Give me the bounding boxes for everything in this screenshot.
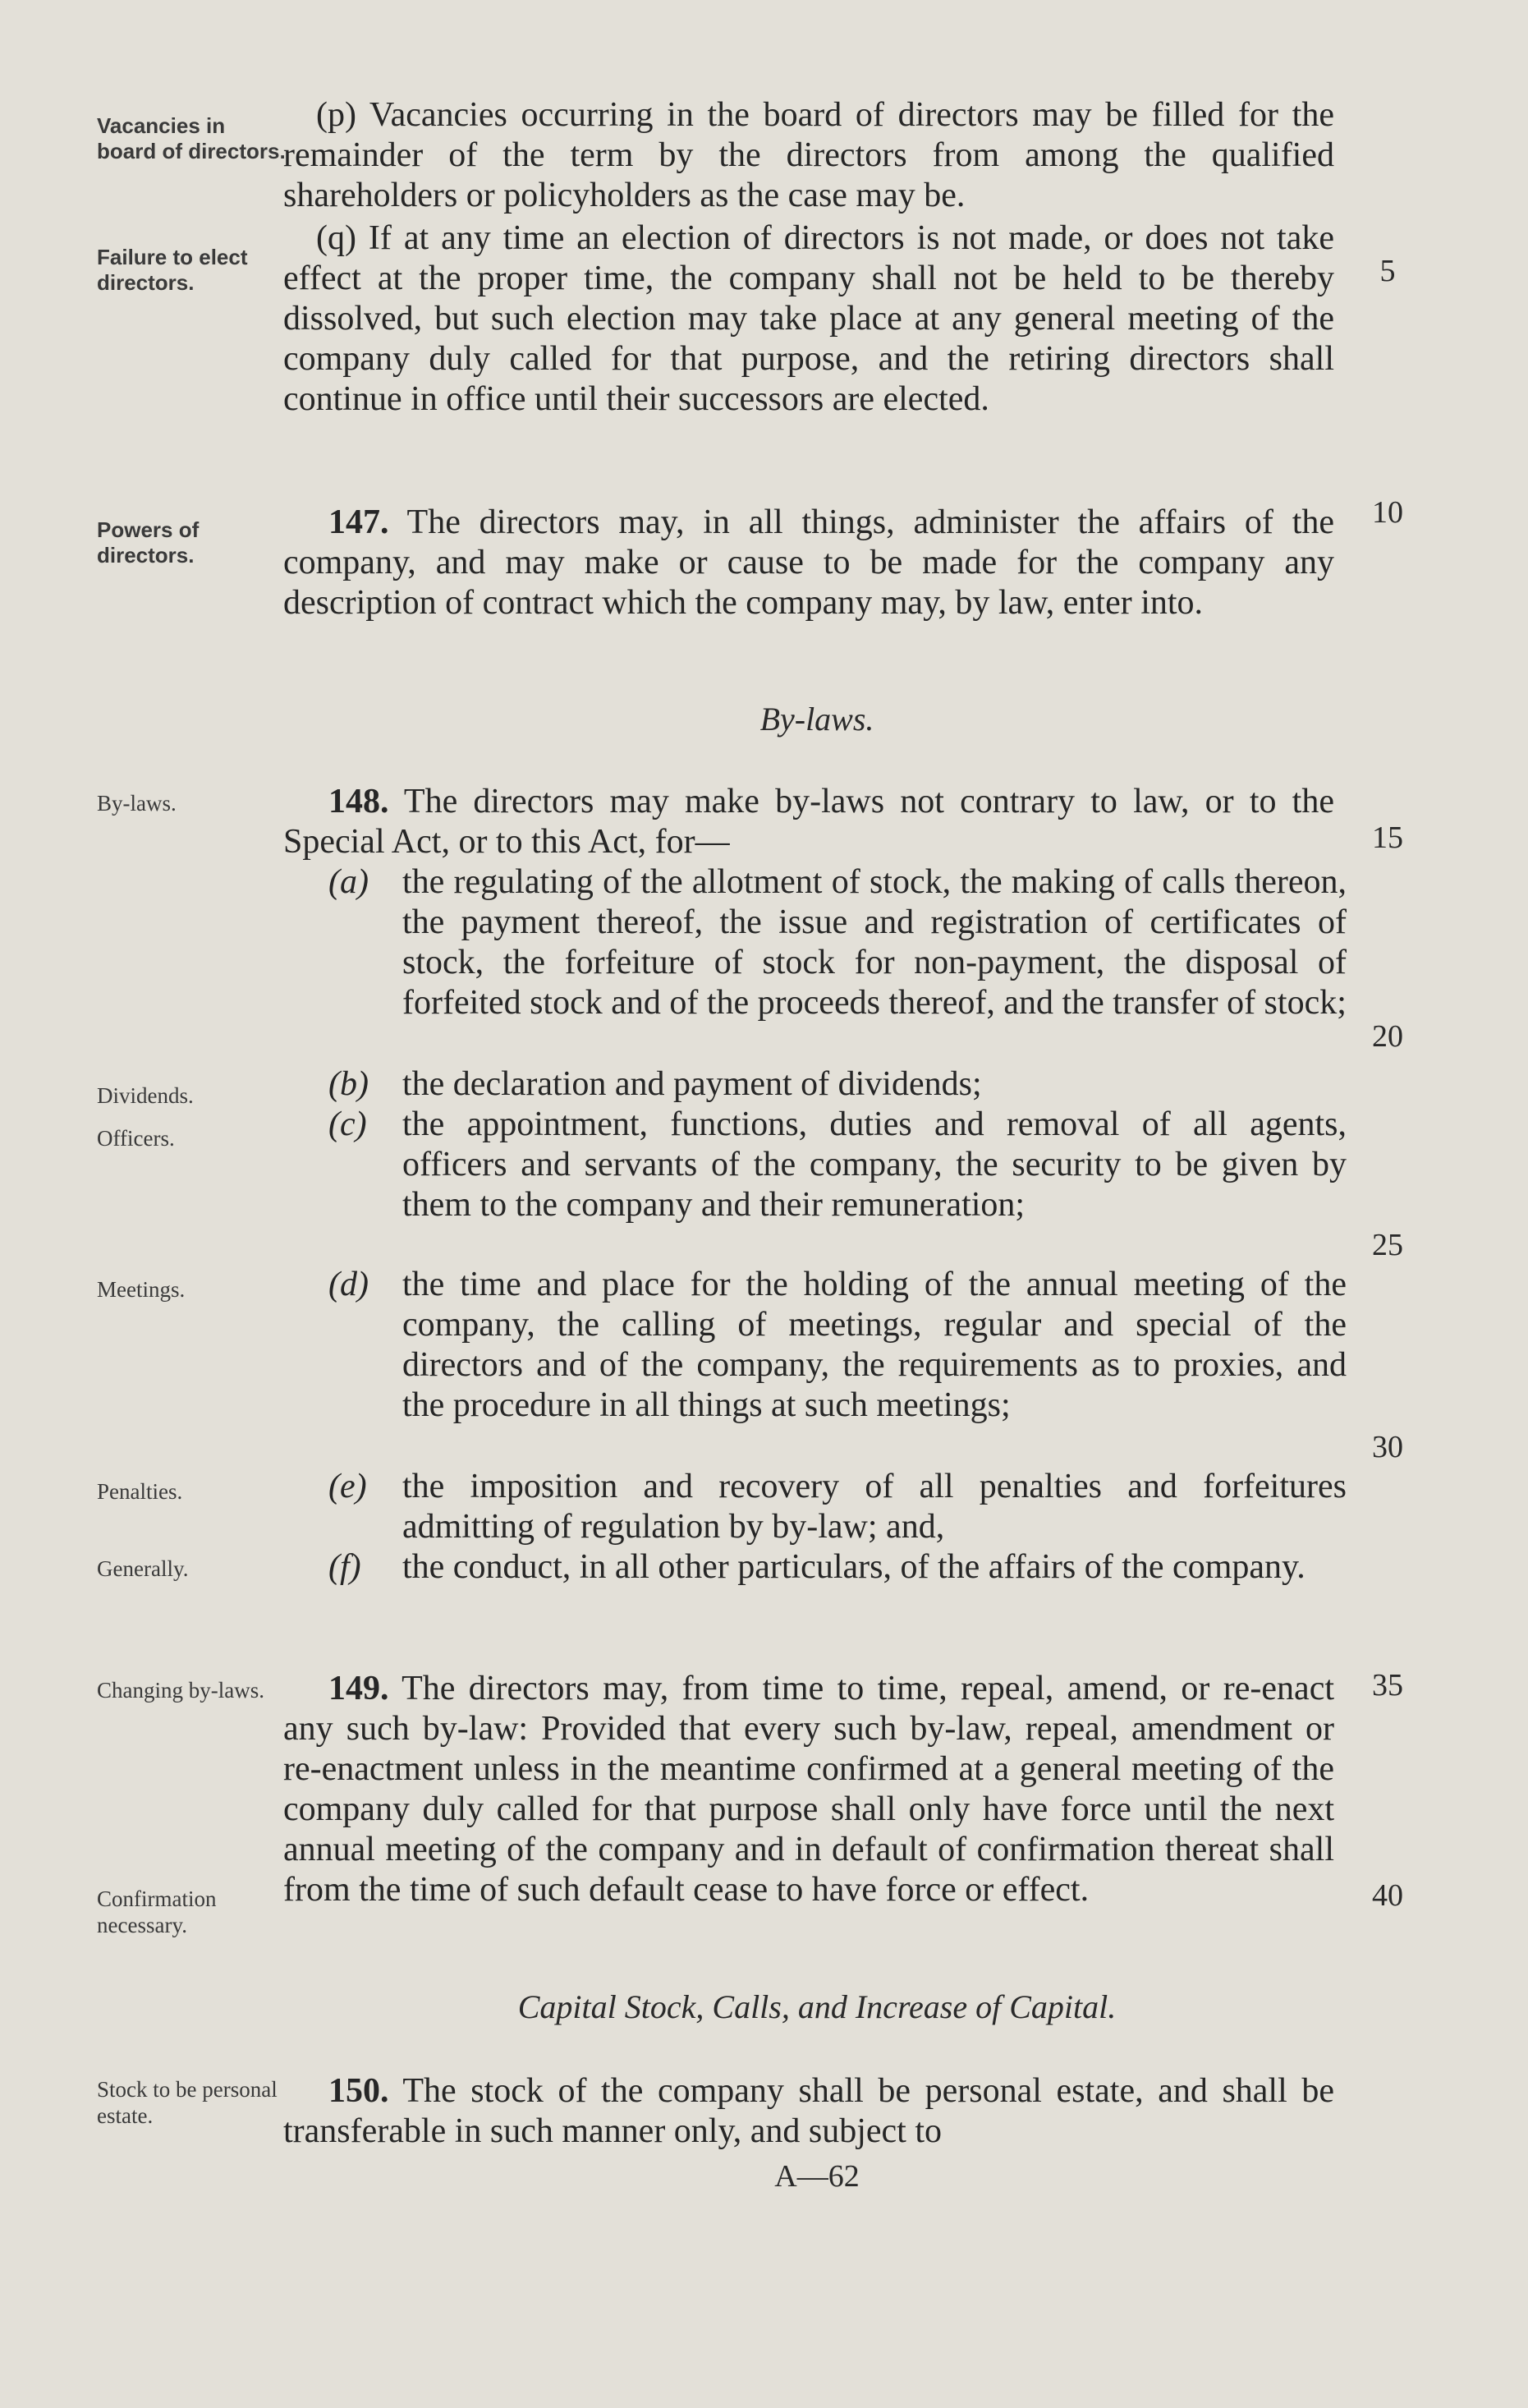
list-item-e <box>328 1467 1347 1547</box>
line-number: 30 <box>1372 1430 1403 1464</box>
margin-note-powers: Powers of directors. <box>97 517 200 568</box>
list-item-label: (a) <box>328 863 369 901</box>
section-147-text: The directors may, in all things, administer the affairs of the company, and may make or cause to be made for the company any description of contract which the company may, by law, enter into. <box>283 503 1335 622</box>
margin-note-meetings: Meetings. <box>97 1277 186 1302</box>
line-number: 15 <box>1372 820 1403 855</box>
list-item-label: (e) <box>328 1468 367 1505</box>
margin-note-penalties: Penalties. <box>97 1479 183 1504</box>
section-number-148: 148. <box>328 783 389 820</box>
section-150-text: The stock of the company shall be personal estate, and shall be transferable in such manner only, and subject to <box>283 2072 1334 2150</box>
section-147 <box>283 503 1334 623</box>
section-number-149: 149. <box>328 1670 389 1707</box>
line-number: 10 <box>1372 495 1403 530</box>
margin-note-stock: Stock to be personal estate. <box>97 2077 278 2128</box>
margin-note-dividends: Dividends. <box>97 1083 194 1108</box>
list-item-label: (f) <box>328 1548 361 1586</box>
line-number: 25 <box>1372 1228 1403 1262</box>
list-item-text: the conduct, in all other particulars, of the affairs of the company. <box>402 1548 1305 1586</box>
margin-note-confirmation: Confirmation necessary. <box>97 1886 217 1937</box>
line-number: 40 <box>1372 1878 1403 1913</box>
page-number: A—62 <box>774 2159 860 2194</box>
list-item-text: the regulating of the allotment of stock, the making of calls thereon, the payment thereof, the issue and registration of certificates of stock, the forfeiture of stock for non-payment, the disposal of forfeited stock and of the proceeds thereof, and the transfer of stock; <box>402 863 1347 1022</box>
list-item-label: (c) <box>328 1105 367 1143</box>
margin-note-generally: Generally. <box>97 1556 189 1581</box>
section-149-text: The directors may, from time to time, repeal, amend, or re-enact any such by-law: Provided that every such by-law, repeal, amendment or re-enactment unless in the meantime confirmed at a general meeting of the company duly called for that purpose shall only have force until the next annual meeting of the company and in default of confirmation thereat shall from the time of such default cease to have force or effect. <box>283 1670 1334 1909</box>
paragraph-p: (p) Vacancies occurring in the board of directors may be filled for the remainder of the term by the directors from among the qualified shareholders or policyholders as the case may be. <box>283 96 1334 214</box>
section-number-150: 150. <box>328 2072 389 2110</box>
margin-note-vacancies: Vacancies in board of directors. <box>97 113 286 163</box>
margin-note-failure: Failure to elect directors. <box>97 245 248 295</box>
list-item-text: the declaration and payment of dividends; <box>402 1065 982 1103</box>
list-item-f <box>328 1547 1347 1588</box>
line-number: 35 <box>1372 1668 1403 1703</box>
section-number-147: 147. <box>328 503 389 541</box>
heading-capital-stock: Capital Stock, Calls, and Increase of Capital. <box>517 1988 1117 2025</box>
list-item-d <box>328 1265 1347 1426</box>
list-item-a <box>328 862 1347 1023</box>
list-item-text: the appointment, functions, duties and removal of all agents, officers and servants of the company, the security to be given by them to the company and their remuneration; <box>402 1105 1347 1224</box>
margin-note-bylaws: By-laws. <box>97 791 177 816</box>
line-number: 20 <box>1372 1019 1403 1054</box>
section-149 <box>283 1669 1334 1910</box>
line-number: 5 <box>1379 254 1396 288</box>
section-148-text: The directors may make by-laws not contrary to law, or to the Special Act, or to this Act, for— <box>283 783 1334 861</box>
list-item-label: (b) <box>328 1065 369 1103</box>
list-item-c <box>328 1105 1347 1225</box>
section-148 <box>283 782 1334 862</box>
margin-note-officers: Officers. <box>97 1126 175 1151</box>
list-item-text: the imposition and recovery of all penalties and forfeitures admitting of regulation by by-law; and, <box>402 1468 1347 1546</box>
section-150 <box>283 2071 1334 2152</box>
list-item-text: the time and place for the holding of the annual meeting of the company, the calling of meetings, regular and special of the directors and of the company, the requirements as to proxies, and the procedure in all things at such meetings; <box>402 1266 1347 1424</box>
heading-bylaws: By-laws. <box>759 701 874 738</box>
list-item-b <box>328 1064 1347 1105</box>
list-item-label: (d) <box>328 1266 369 1303</box>
paragraph-q: (q) If at any time an election of directors is not made, or does not take effect at the proper time, the company shall not be held to be thereby dissolved, but such election may take place at any general meeting of the company duly called for that purpose, and the retiring directors shall continue in office until their successors are elected. <box>283 219 1334 418</box>
margin-note-changing: Changing by-laws. <box>97 1678 264 1703</box>
